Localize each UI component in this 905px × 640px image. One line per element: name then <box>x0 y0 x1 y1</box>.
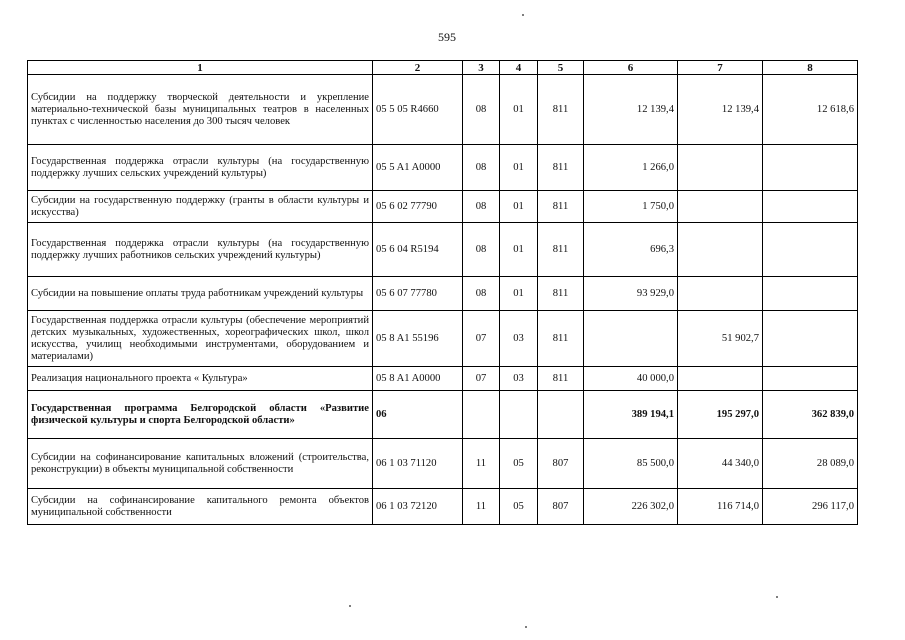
column-header: 7 <box>678 61 763 75</box>
row-expense-type <box>538 391 584 439</box>
table-header-row <box>28 61 858 75</box>
column-header: 1 <box>28 61 373 75</box>
row-code: 05 5 A1 A0000 <box>373 145 463 191</box>
row-section: 08 <box>463 145 500 191</box>
row-expense-type: 807 <box>538 489 584 525</box>
row-code: 06 <box>373 391 463 439</box>
table-row <box>28 223 858 277</box>
row-code: 06 1 03 71120 <box>373 439 463 489</box>
row-value-8 <box>763 145 858 191</box>
row-code: 05 8 A1 55196 <box>373 311 463 367</box>
row-value-6: 1 750,0 <box>584 191 678 223</box>
row-section: 08 <box>463 191 500 223</box>
row-value-8: 296 117,0 <box>763 489 858 525</box>
scan-speck <box>522 14 524 16</box>
row-name: Государственная поддержка отрасли культуры (на государственную поддержку лучших работников сельских учреждений культуры) <box>28 223 373 277</box>
row-section: 08 <box>463 75 500 145</box>
table-row <box>28 439 858 489</box>
row-value-6: 12 139,4 <box>584 75 678 145</box>
column-header: 2 <box>373 61 463 75</box>
table-row <box>28 277 858 311</box>
row-value-8 <box>763 191 858 223</box>
row-subsection: 05 <box>500 489 538 525</box>
row-name: Государственная программа Белгородской области «Развитие физической культуры и спорта Белгородской области» <box>28 391 373 439</box>
row-value-6: 40 000,0 <box>584 367 678 391</box>
row-subsection: 05 <box>500 439 538 489</box>
row-code: 06 1 03 72120 <box>373 489 463 525</box>
row-subsection <box>500 391 538 439</box>
row-section <box>463 391 500 439</box>
row-name: Субсидии на софинансирование капитальных вложений (строительства, реконструкции) в объекты муниципальной собственности <box>28 439 373 489</box>
table-row <box>28 311 858 367</box>
row-expense-type: 811 <box>538 75 584 145</box>
table-row <box>28 367 858 391</box>
row-expense-type: 811 <box>538 191 584 223</box>
page-number: 595 <box>438 30 456 44</box>
row-value-6: 389 194,1 <box>584 391 678 439</box>
scan-speck <box>525 626 527 628</box>
row-value-7: 116 714,0 <box>678 489 763 525</box>
row-value-7: 195 297,0 <box>678 391 763 439</box>
row-subsection: 01 <box>500 223 538 277</box>
row-section: 07 <box>463 311 500 367</box>
row-value-7 <box>678 191 763 223</box>
row-section: 11 <box>463 439 500 489</box>
row-value-6: 1 266,0 <box>584 145 678 191</box>
row-expense-type: 811 <box>538 367 584 391</box>
column-header: 3 <box>463 61 500 75</box>
row-subsection: 01 <box>500 277 538 311</box>
row-name: Субсидии на повышение оплаты труда работникам учреждений культуры <box>28 277 373 311</box>
row-name: Субсидии на государственную поддержку (гранты в области культуры и искусства) <box>28 191 373 223</box>
row-section: 08 <box>463 277 500 311</box>
row-value-7: 44 340,0 <box>678 439 763 489</box>
row-subsection: 01 <box>500 145 538 191</box>
row-value-6: 226 302,0 <box>584 489 678 525</box>
row-name: Государственная поддержка отрасли культуры (обеспечение мероприятий детских музыкальных, художественных, хореографических школ, школ искусства, училищ необходимыми инструментами, оборудованием и материалами) <box>28 311 373 367</box>
row-value-8: 28 089,0 <box>763 439 858 489</box>
row-expense-type: 811 <box>538 311 584 367</box>
row-subsection: 01 <box>500 191 538 223</box>
column-header: 6 <box>584 61 678 75</box>
row-value-7 <box>678 277 763 311</box>
row-expense-type: 807 <box>538 439 584 489</box>
row-name: Реализация национального проекта « Культура» <box>28 367 373 391</box>
row-expense-type: 811 <box>538 145 584 191</box>
row-value-6: 696,3 <box>584 223 678 277</box>
row-value-6: 93 929,0 <box>584 277 678 311</box>
row-name: Субсидии на софинансирование капитального ремонта объектов муниципальной собственности <box>28 489 373 525</box>
table-row <box>28 191 858 223</box>
row-code: 05 6 07 77780 <box>373 277 463 311</box>
table-row <box>28 489 858 525</box>
row-value-8: 362 839,0 <box>763 391 858 439</box>
row-name: Государственная поддержка отрасли культуры (на государственную поддержку лучших сельских учреждений культуры) <box>28 145 373 191</box>
row-name: Субсидии на поддержку творческой деятельности и укрепление материально-технической базы муниципальных театров в населенных пунктах с численностью населения до 300 тысяч человек <box>28 75 373 145</box>
row-section: 08 <box>463 223 500 277</box>
row-value-7 <box>678 223 763 277</box>
row-value-8: 12 618,6 <box>763 75 858 145</box>
budget-table <box>27 60 858 525</box>
row-subsection: 01 <box>500 75 538 145</box>
row-section: 11 <box>463 489 500 525</box>
row-value-6: 85 500,0 <box>584 439 678 489</box>
scan-speck <box>776 596 778 598</box>
row-value-7: 51 902,7 <box>678 311 763 367</box>
scan-speck <box>349 605 351 607</box>
table-row <box>28 145 858 191</box>
row-expense-type: 811 <box>538 277 584 311</box>
row-value-6 <box>584 311 678 367</box>
row-code: 05 6 02 77790 <box>373 191 463 223</box>
row-section: 07 <box>463 367 500 391</box>
row-value-7 <box>678 145 763 191</box>
column-header: 8 <box>763 61 858 75</box>
row-value-7 <box>678 367 763 391</box>
table-row <box>28 75 858 145</box>
row-value-8 <box>763 223 858 277</box>
row-expense-type: 811 <box>538 223 584 277</box>
row-value-8 <box>763 277 858 311</box>
row-code: 05 8 A1 A0000 <box>373 367 463 391</box>
row-subsection: 03 <box>500 311 538 367</box>
column-header: 4 <box>500 61 538 75</box>
table-row-program <box>28 391 858 439</box>
row-code: 05 5 05 R4660 <box>373 75 463 145</box>
row-code: 05 6 04 R5194 <box>373 223 463 277</box>
row-value-8 <box>763 311 858 367</box>
column-header: 5 <box>538 61 584 75</box>
row-value-7: 12 139,4 <box>678 75 763 145</box>
row-value-8 <box>763 367 858 391</box>
row-subsection: 03 <box>500 367 538 391</box>
